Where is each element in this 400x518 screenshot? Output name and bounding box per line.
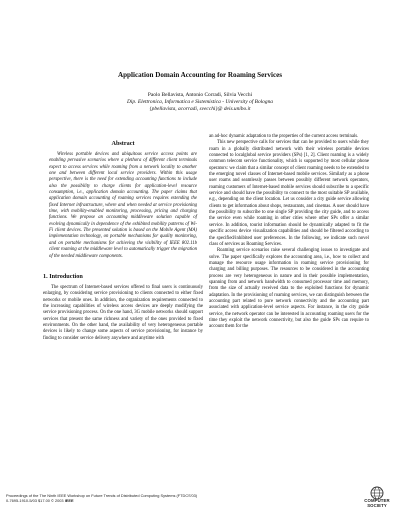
right-column [209, 134, 369, 331]
paper-title: Application Domain Accounting for Roaming Services [117, 71, 282, 79]
affiliation: Dip. Elettronica, Informatica e Sistemistica - University of Bologna [127, 99, 273, 105]
footer-isbn-text: 0-7695-1910-5/03 $17.00 © 2003 [6, 498, 65, 503]
abstract-heading: Abstract [111, 140, 135, 147]
footer-ieee-text: IEEE [64, 498, 74, 503]
logo-text-top: COMPUTER [364, 498, 390, 503]
logo-text-bottom: SOCIETY [367, 502, 387, 508]
computer-society-logo [359, 486, 395, 514]
proceedings-footer [6, 493, 336, 503]
footer-proceedings-line: Proceedings of the The Ninth IEEE Workshop on Future Trends of Distributed Computing Systems (FTDCS'03) [6, 493, 198, 498]
footer-isbn-line [6, 498, 336, 503]
author-emails: {pbellavista, acorradi, svecchi}@ deis.unibo.it [149, 106, 251, 112]
body-paragraph-2: This new perspective calls for services that can be provided to users while they roam in a globally distributed network with their wireless portable devices connected to localglobal service providers (SPs) [1, 2]. Client roaming is a widely common telecom service functionality, which is supported by most cellular phone operators: we claim that a similar concept of client roaming needs to be extended to the emerging novel classes of Internet-based mobile services. Similarly as a phone user roams and seamlessly passes between possibly different network operators, roaming customers of Internet-based mobile services should subscribe to a specific service and should have the possibility to connect to the most suitable SP available, e.g., depending on the client location. Let us consider a city guide service allowing clients to get information about shops, restaurants, and cinemas. A user should have the possibility to subscribe to one single SP providing the city guide, and to access the service even while roaming in other cities where other SPs offer a similar service. In addition, tourist information should be dynamically adapted to fit the specific access device visualization capabilities and should be filtered according to the specified/inhibited user preferences. In the following, we indicate such novel class of services as Roaming Services. [209, 140, 369, 247]
body-paragraph-continued: an ad-hoc dynamic adaptation to the properties of the current access terminals. [209, 134, 359, 139]
introduction-heading: 1. Introduction [43, 272, 83, 280]
introduction-paragraph-1: The spectrum of Internet-based services offered to final users is continuously enlarging, by considering service provisioning to clients connected to either fixed networks or mobile ones. In addition, the organization requirements connected to the increasing capabilities of wireless access devices are deeply modifying the service provisioning process. On the one hand, 3G mobile networks should support services that present the same richness and variety of the ones provided to fixed environments. On the other hand, the availability of very heterogeneous portable devices is likely to change some aspects of service provisioning, for instance by finding to consider service delivery anywhere and anytime with [43, 284, 203, 341]
body-paragraph-3: Roaming service scenarios raise several challenging issues to investigate and solve. The paper specifically explores the accounting area, i.e., how to collect and manage the resource usage information in roaming service provisioning for charging and billing purposes. The resources to be considered in the accounting process are very heterogeneous in nature and in their possible implementation, spanning from and network bandwidth to consumed processor time and memory, from the size of actually received data to the exploited functions for dynamic adaptation. In the provisioning of roaming services, we can distinguish between the accounting part related to pure network connectivity and the accounting part associated with application-level service aspects. For instance, in the city guide service, the network operator can be interested in accounting roaming users for the time they exploit the network connectivity, but also the guide SPs can require to account them for the [209, 248, 369, 330]
left-column [43, 134, 203, 342]
logo-text [359, 499, 395, 509]
abstract-text: Wireless portable devices and ubiquitous service access points are enabling pervasive scenarios where a plethora of different client terminals expect to access services while roaming from a network locality to another one and between different local service providers. Within this usage perspective, there is the need for extending accounting functions to include also the possibility to charge clients for application-level resource consumption, i.e., application domain accounting. The paper claims that application domain accounting of roaming services requires extending the fixed Internet infrastructure, where and when needed at service provisioning time, with mobility-enabled monitoring, processing, pricing and charging functions. We propose an accounting middleware solution capable of evolving dynamically in dependence of the exhibited mobility patterns of Wi-Fi client devices. The presented solution is based on the Mobile Agent (MA) implementation technology, on portable mechanisms for quality monitoring, and on portable mechanisms for achieving the visibility of IEEE 802.11b client roaming at the middleware level to automatically trigger the migration of the needed middleware components. [49, 152, 197, 259]
author-list: Paolo Bellavista, Antonio Corradi, Silvia Vecchi [147, 92, 253, 98]
